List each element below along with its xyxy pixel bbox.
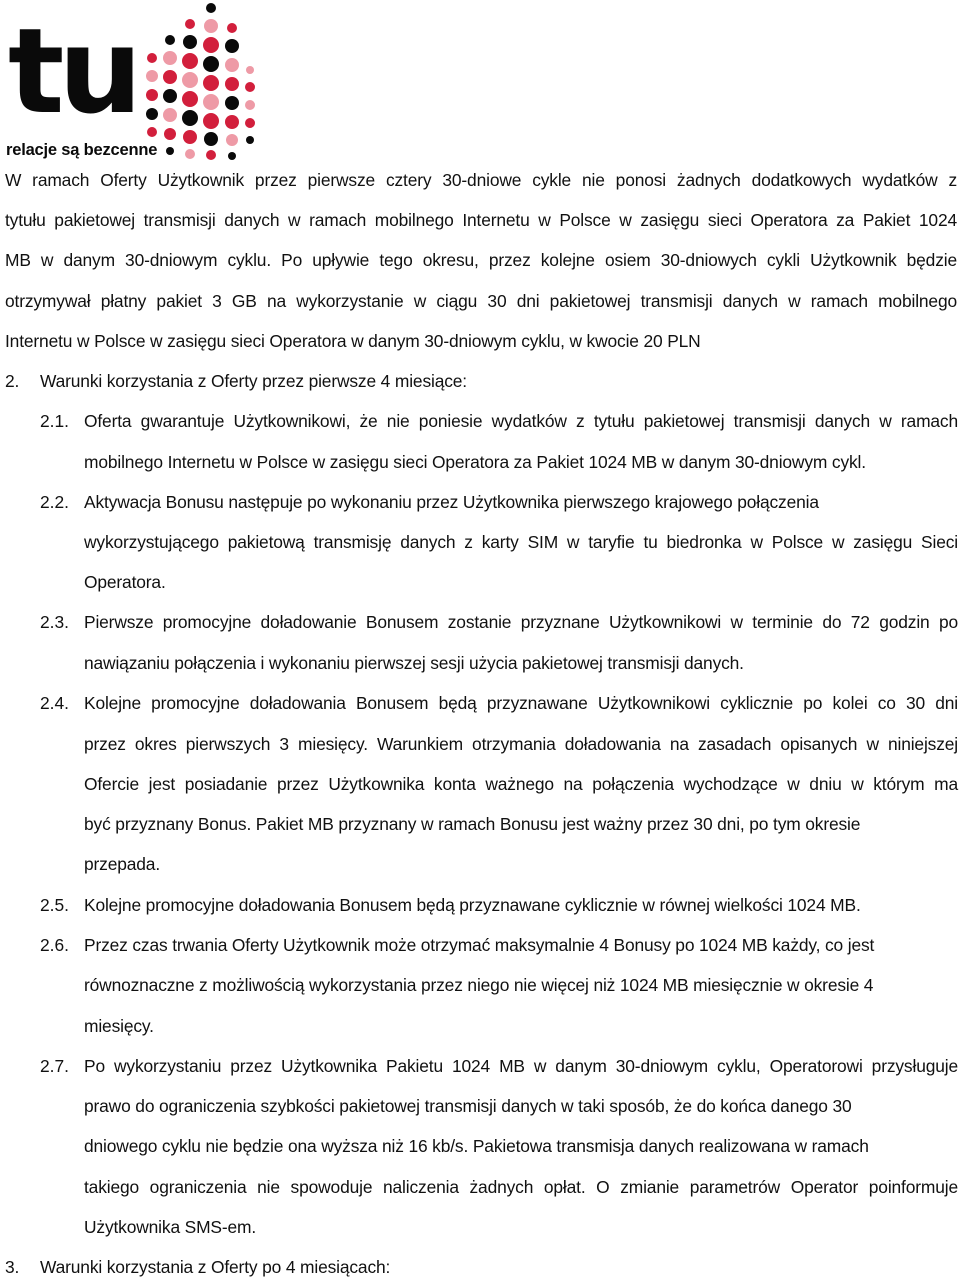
- logo-wordmark: tu: [8, 2, 137, 140]
- item-2-1-line-1: Oferta gwarantuje Użytkownikowi, że nie poniesie wydatków z tytułu pakietowej transmisji danych w ramach: [84, 411, 958, 431]
- item-2-4-line-3: Ofercie jest posiadanie przez Użytkownika konta ważnego na połączenia wychodzące w dniu w którym ma: [84, 774, 958, 794]
- item-2-7-number: 2.7.: [40, 1056, 70, 1076]
- item-2-6-number: 2.6.: [40, 935, 70, 955]
- intro-line-2: tytułu pakietowej transmisji danych w ramach mobilnego Internetu w Polsce w zasięgu sieci Operatora za Pakiet 1024: [5, 210, 957, 230]
- section-3-title: Warunki korzystania z Oferty po 4 miesiącach:: [40, 1257, 391, 1277]
- dot-column-4: [203, 3, 219, 160]
- item-2-7-line-5: Użytkownika SMS-em.: [84, 1217, 257, 1237]
- item-2-7-line-4: takiego ograniczenia nie spowoduje naliczenia żadnych opłat. O zmianie parametrów Operator poinformuje: [84, 1177, 958, 1197]
- item-2-4-line-5: przepada.: [84, 854, 160, 874]
- item-2-5-line-1: Kolejne promocyjne doładowania Bonusem będą przyznawane cyklicznie w równej wielkości 1024 MB.: [84, 895, 861, 915]
- intro-line-5: Internetu w Polsce w zasięgu sieci Operatora w danym 30-dniowym cyklu, w kwocie 20 PLN: [5, 331, 701, 351]
- dot-column-2: [163, 35, 177, 155]
- dot-column-1: [146, 53, 158, 137]
- item-2-6-line-3: miesięcy.: [84, 1016, 154, 1036]
- item-2-3-line-2: nawiązaniu połączenia i wykonaniu pierwszej sesji użycia pakietowej transmisji danych.: [84, 653, 744, 673]
- item-2-3-number: 2.3.: [40, 612, 70, 632]
- dot-column-5: [225, 23, 239, 160]
- section-3-number: 3.: [5, 1257, 20, 1277]
- item-2-7-line-1: Po wykorzystaniu przez Użytkownika Pakietu 1024 MB w danym 30-dniowym cyklu, Operatorowi przysługuje: [84, 1056, 958, 1076]
- item-2-2-line-3: Operatora.: [84, 572, 166, 592]
- item-2-3-line-1: Pierwsze promocyjne doładowanie Bonusem zostanie przyznane Użytkownikowi w terminie do 72 godzin po: [84, 612, 958, 632]
- logo-dot-pattern: [140, 0, 260, 162]
- item-2-2-number: 2.2.: [40, 492, 70, 512]
- section-2-number: 2.: [5, 371, 20, 391]
- dot-column-6: [245, 66, 255, 144]
- item-2-6-line-2: równoznaczne z możliwością wykorzystania przez niego nie więcej niż 1024 MB miesięcznie w okresie 4: [84, 975, 874, 995]
- item-2-6-line-1: Przez czas trwania Oferty Użytkownik może otrzymać maksymalnie 4 Bonusy po 1024 MB każdy, co jest: [84, 935, 875, 955]
- item-2-1-line-2: mobilnego Internetu w Polsce w zasięgu sieci Operatora za Pakiet 1024 MB w danym 30-dniowym cykl.: [84, 452, 866, 472]
- intro-line-3: MB w danym 30-dniowym cyklu. Po upływie tego okresu, przez kolejne osiem 30-dniowych cykli Użytkownik będzie: [5, 250, 957, 270]
- intro-line-1: W ramach Oferty Użytkownik przez pierwsze cztery 30-dniowe cykle nie ponosi żadnych dodatkowych wydatków z: [5, 170, 957, 190]
- dot-column-3: [182, 19, 198, 159]
- intro-line-4: otrzymywał płatny pakiet 3 GB na wykorzystanie w ciągu 30 dni pakietowej transmisji danych w ramach mobilnego: [5, 291, 957, 311]
- item-2-7-line-2: prawo do ograniczenia szybkości pakietowej transmisji danych w taki sposób, że do końca danego 30: [84, 1096, 852, 1116]
- item-2-1-number: 2.1.: [40, 411, 70, 431]
- item-2-4-line-4: być przyznany Bonus. Pakiet MB przyznany w ramach Bonusu jest ważny przez 30 dni, po tym okresie: [84, 814, 861, 834]
- logo-tagline: relacje są bezcenne: [6, 141, 158, 159]
- item-2-4-line-1: Kolejne promocyjne doładowania Bonusem będą przyznawane Użytkownikowi cyklicznie po kolei co 30 dni: [84, 693, 958, 713]
- item-2-4-line-2: przez okres pierwszych 3 miesięcy. Warunkiem otrzymania doładowania na zasadach opisanych w niniejszej: [84, 734, 958, 754]
- item-2-2-line-2: wykorzystującego pakietową transmisję danych z karty SIM w taryfie tu biedronka w Polsce w zasięgu Sieci: [84, 532, 958, 552]
- item-2-2-line-1: Aktywacja Bonusu następuje po wykonaniu przez Użytkownika pierwszego krajowego połączenia: [84, 492, 819, 512]
- item-2-4-number: 2.4.: [40, 693, 70, 713]
- item-2-7-line-3: dniowego cyklu nie będzie ona wyższa niż 16 kb/s. Pakietowa transmisja danych realizowana w ramach: [84, 1136, 869, 1156]
- section-2-title: Warunki korzystania z Oferty przez pierwsze 4 miesiące:: [40, 371, 467, 391]
- item-2-5-number: 2.5.: [40, 895, 70, 915]
- tu-logo: [0, 0, 260, 162]
